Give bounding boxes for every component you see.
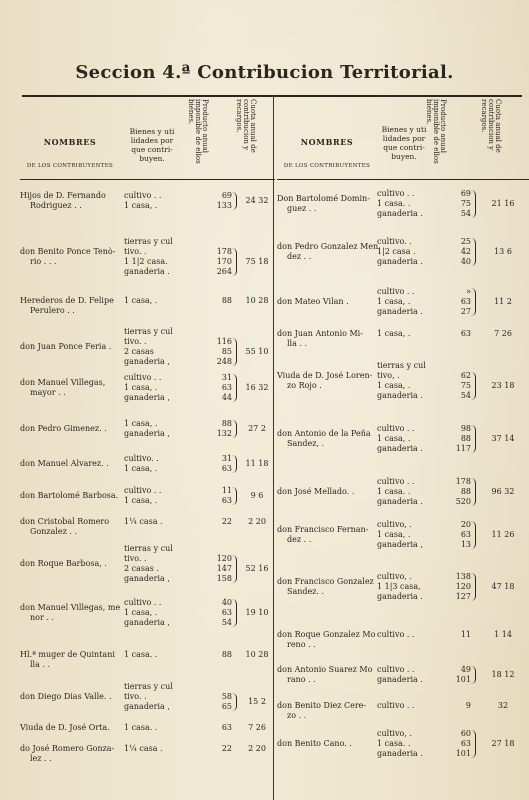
bienes-cell: cultivo. . 1 casa, . xyxy=(124,454,159,473)
header-producto: Producto anual imponible de ellos bienes. xyxy=(187,99,209,164)
header-nombres: NOMBRES xyxy=(300,137,354,147)
bienes-cell: cultivo, . 1 1|3 casa, ganaderia . xyxy=(377,572,423,601)
header-cuota: Cuota anual de contribucion y recargos. xyxy=(235,99,257,153)
contributor-name: don Antonio de la Peña Sandez, . xyxy=(277,429,371,448)
table-header xyxy=(277,97,529,180)
producto-cell: 178 88 520 xyxy=(455,477,471,506)
contributor-name: Hijos de D. Fernando Rodriguez . . xyxy=(20,191,106,210)
contributor-name: don Roque Gonzalez Mo reno . . xyxy=(277,630,376,649)
header-nombres: NOMBRES xyxy=(43,137,97,147)
contributor-name: Herederos de D. Felipe Perulero . . xyxy=(20,296,114,315)
bienes-cell: tierras y cul tivo. . ganaderia , xyxy=(124,682,173,711)
bienes-cell: cultivo . . 1 casa, . ganaderia , xyxy=(124,598,170,627)
bienes-cell: cultivo . . 1 casa, . xyxy=(124,486,162,505)
cuota-cell: 21 16 xyxy=(491,199,515,208)
contributor-name: Don Bartolomé Domin- guez . . xyxy=(277,194,370,213)
producto-cell: 31 63 44 xyxy=(221,373,232,402)
bienes-cell: cultivo . . 1 casa. . ganaderia . xyxy=(377,189,423,218)
cuota-cell: 27 18 xyxy=(491,739,515,748)
producto-cell: 63 xyxy=(460,329,471,338)
bienes-cell: cultivo . . 1 casa. . ganaderia . xyxy=(377,477,423,506)
producto-cell: 49 101 xyxy=(455,665,471,684)
contributor-name: don Pedro Gonzalez Men dez . . xyxy=(277,242,379,261)
cuota-cell: 27 2 xyxy=(248,424,266,433)
producto-cell: 88 xyxy=(221,650,232,659)
producto-cell: 60 63 101 xyxy=(455,729,471,758)
contributor-name: don Manuel Alvarez. . xyxy=(20,459,109,468)
contributor-name: Hl.ª muger de Quintani lla . . xyxy=(20,650,115,669)
left-column xyxy=(20,97,275,797)
bienes-cell: cultivo . . 1 casa, . ganaderia , xyxy=(124,373,170,402)
header-producto: Producto anual imponible de ellos bienes. xyxy=(425,99,447,164)
producto-cell: 25 42 40 xyxy=(460,237,471,266)
cuota-cell: 32 xyxy=(497,701,509,710)
producto-cell: 31 63 xyxy=(221,454,232,473)
producto-cell: 120 147 158 xyxy=(216,554,232,583)
producto-cell: 9 xyxy=(465,701,471,710)
table-header xyxy=(20,97,275,180)
contributor-name: do José Romero Gonza- lez . . xyxy=(20,744,115,763)
bienes-cell: 1 casa. . xyxy=(124,723,158,732)
cuota-cell: 10 28 xyxy=(245,296,269,305)
header-bienes: Bienes y uti lidades por que contri- buyen. xyxy=(381,125,427,161)
cuota-cell: 13 6 xyxy=(494,247,512,256)
bienes-cell: tierras y cul tivo. . 2 casas ganaderia , xyxy=(124,327,173,366)
header-cuota: Cuota anual de contribucion y recargos. xyxy=(480,99,502,153)
producto-cell: 116 85 248 xyxy=(216,337,232,366)
bienes-cell: tierras y cul tivo. . 2 casas . ganaderia , xyxy=(124,544,173,583)
contributor-name: don Antonio Suarez Mo rano . . xyxy=(277,665,373,684)
bienes-cell: 1 casa. . xyxy=(124,650,158,659)
right-column xyxy=(277,97,529,797)
producto-cell: 11 63 xyxy=(221,486,232,505)
producto-cell: 138 120 127 xyxy=(455,572,471,601)
cuota-cell: 18 12 xyxy=(491,670,515,679)
contributor-name: don Benito Cano. . xyxy=(277,739,352,748)
cuota-cell: 24 32 xyxy=(245,196,269,205)
contributor-name: don José Mellado. . xyxy=(277,487,355,496)
contributor-name: don Benito Ponce Tenò- rio . . . xyxy=(20,247,116,266)
contributor-name: don Pedro Gimenez. . xyxy=(20,424,107,433)
bienes-cell: cultivo . . ganaderia . xyxy=(377,665,423,684)
producto-cell: 40 63 54 xyxy=(221,598,232,627)
bienes-cell: 1 casa, . xyxy=(124,296,158,305)
cuota-cell: 2 20 xyxy=(248,744,266,753)
contributor-name: don Cristobal Romero Gonzalez . . xyxy=(20,517,110,536)
contributor-name: don Manuel Villegas, mayor . . xyxy=(20,378,106,397)
cuota-cell: 16 32 xyxy=(245,383,269,392)
producto-cell: 22 xyxy=(221,744,232,753)
producto-cell: 88 132 xyxy=(216,419,232,438)
contributor-name: don Mateo Vilan . xyxy=(277,297,349,306)
cuota-cell: 11 2 xyxy=(494,297,512,306)
producto-cell: » 63 27 xyxy=(460,287,471,316)
cuota-cell: 19 10 xyxy=(245,608,269,617)
producto-cell: 69 75 54 xyxy=(460,189,471,218)
cuota-cell: 75 18 xyxy=(245,257,269,266)
page-title: Seccion 4.ª Contribucion Territorial. xyxy=(75,62,454,83)
bienes-cell: cultivo, . 1 casa. . ganaderia . xyxy=(377,729,423,758)
contributor-name: don Juan Antonio Mi- lla . . xyxy=(277,329,363,348)
bienes-cell: tierras y cul tivo. . 1 1|2 casa. ganaderia . xyxy=(124,237,173,276)
cuota-cell: 10 28 xyxy=(245,650,269,659)
bienes-cell: 1 casa, . ganaderia , xyxy=(124,419,170,438)
bienes-cell: cultivo, . 1 casa, . ganaderia , xyxy=(377,520,423,549)
bienes-cell: cultivo. . 1|2 casa . ganaderia . xyxy=(377,237,423,266)
contributor-name: don Juan Ponce Feria . xyxy=(20,342,112,351)
producto-cell: 20 63 13 xyxy=(460,520,471,549)
cuota-cell: 11 26 xyxy=(491,530,515,539)
bienes-cell: 1¼ casa . xyxy=(124,744,163,753)
contributor-name: don Diego Dias Valle. . xyxy=(20,692,112,701)
header-bienes: Bienes y uti lidades por que contri- buyen. xyxy=(129,127,175,163)
cuota-cell: 96 32 xyxy=(491,487,515,496)
producto-cell: 22 xyxy=(221,517,232,526)
producto-cell: 88 xyxy=(221,296,232,305)
cuota-cell: 7 26 xyxy=(494,329,512,338)
bienes-cell: 1¼ casa . xyxy=(124,517,163,526)
cuota-cell: 9 6 xyxy=(250,491,264,500)
cuota-cell: 15 2 xyxy=(248,697,266,706)
contributor-name: don Roque Barbosa, . xyxy=(20,559,107,568)
producto-cell: 98 88 117 xyxy=(455,424,471,453)
bienes-cell: 1 casa, . xyxy=(377,329,411,338)
producto-cell: 62 75 54 xyxy=(460,371,471,400)
header-de-los-contribuyentes: DE LOS CONTRIBUYENTES xyxy=(283,163,371,169)
bienes-cell: cultivo . . 1 casa, . ganaderia . xyxy=(377,424,423,453)
producto-cell: 69 133 xyxy=(216,191,232,210)
bienes-cell: cultivo . . 1 casa, . ganaderia . xyxy=(377,287,423,316)
contributor-name: don Francisco Fernan- dez . . xyxy=(277,525,369,544)
producto-cell: 178 170 264 xyxy=(216,247,232,276)
cuota-cell: 37 14 xyxy=(491,434,515,443)
bienes-cell: cultivo . . xyxy=(377,630,415,639)
contributor-name: don Benito Diez Cere- zo . . xyxy=(277,701,367,720)
producto-cell: 58 65 xyxy=(221,692,232,711)
bienes-cell: tierras y cul tivo, . 1 casa, . ganaderia . xyxy=(377,361,426,400)
cuota-cell: 55 10 xyxy=(245,347,269,356)
cuota-cell: 2 20 xyxy=(248,517,266,526)
producto-cell: 11 xyxy=(460,630,471,639)
cuota-cell: 7 26 xyxy=(248,723,266,732)
header-de-los-contribuyentes: DE LOS CONTRIBUYENTES xyxy=(26,163,114,169)
contributor-name: Viuda de D. José Orta. xyxy=(20,723,110,732)
bienes-cell: cultivo . . xyxy=(377,701,415,710)
cuota-cell: 1 14 xyxy=(494,630,512,639)
contributor-name: don Manuel Villegas, me nor . . xyxy=(20,603,121,622)
producto-cell: 63 xyxy=(221,723,232,732)
contributor-name: don Francisco Gonzalez Sandez. . xyxy=(277,577,374,596)
cuota-cell: 47 18 xyxy=(491,582,515,591)
bienes-cell: cultivo . . 1 casa, . xyxy=(124,191,162,210)
cuota-cell: 52 16 xyxy=(245,564,269,573)
contributor-name: don Bartolomé Barbosa. xyxy=(20,491,119,500)
contributor-name: Viuda de D. José Loren- zo Rojo . xyxy=(277,371,373,390)
cuota-cell: 11 18 xyxy=(245,459,269,468)
cuota-cell: 23 18 xyxy=(491,381,515,390)
